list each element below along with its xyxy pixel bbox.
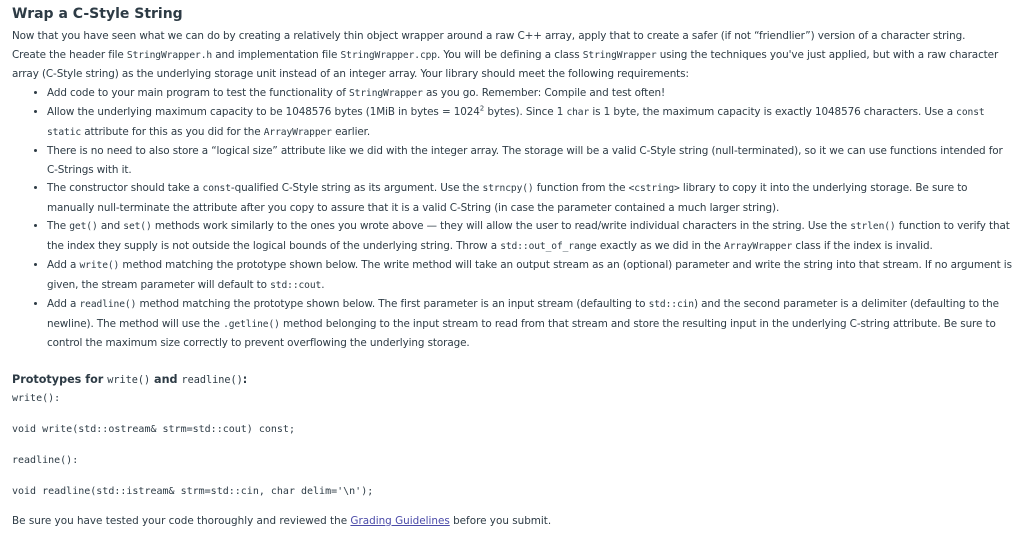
text: class if the index is invalid. (792, 239, 933, 252)
text: earlier. (331, 125, 371, 138)
text: and (150, 372, 182, 386)
text: bytes). Since 1 (484, 106, 567, 118)
write-signature: void write(std::ostream& strm=std::cout) const; (12, 423, 295, 435)
text: : (242, 372, 248, 386)
text: function to verify that the index they supply is not outside the logical bounds of the underlying string. Throw a (47, 220, 1010, 252)
list-item (47, 84, 1012, 104)
code: readline() (79, 299, 137, 310)
text: Be sure you have tested your code thoroughly and reviewed the (12, 514, 351, 527)
text: Create the header file (12, 48, 127, 61)
code: char (566, 107, 590, 118)
text: before you submit. (449, 514, 552, 527)
code: readline() (181, 374, 243, 386)
code: ArrayWrapper (263, 126, 332, 138)
text: is 1 byte, the maximum capacity is exactly 1048576 characters. Use a (589, 106, 957, 118)
code: strncpy() (482, 183, 534, 194)
code: std::cout (270, 279, 322, 291)
list-item (47, 103, 1012, 142)
code: write() (107, 374, 151, 386)
text: The (47, 220, 70, 232)
text: -qualified C-Style string as its argument. Use the (230, 182, 483, 194)
readline-label: readline(): (12, 454, 79, 466)
text: methods work similarly to the ones you wrote above — they will allow the user to read/write individual characters in the string. Use the (151, 220, 851, 232)
text: using the techniques you've just applied, but with a raw character array (C-Style string) as the underlying storage unit instead of an integer array. Your library should meet the following requirements: (12, 48, 999, 80)
code-header-file: StringWrapper.h (126, 49, 213, 61)
text: library to copy it into the underlying storage. Be sure to manually null-terminate the attribute after you copy to assure that it is a valid C-String (in case the parameter contained a much larger string). (47, 182, 968, 214)
code: get() (69, 221, 98, 232)
code: std::cin (648, 299, 694, 310)
grading-guidelines-link[interactable]: Grading Guidelines (350, 514, 450, 527)
text: Add code to your main program to test the functionality of (47, 86, 349, 99)
text: Add a (47, 259, 80, 271)
list-item (47, 142, 1012, 179)
closing-note (12, 512, 1012, 530)
text: as you go. Remember: Compile and test often! (422, 86, 666, 99)
readline-signature: void readline(std::istream& strm=std::cin, char delim='\n'); (12, 485, 374, 497)
superscript: 2 (479, 104, 485, 113)
code: ArrayWrapper (724, 240, 793, 252)
list-item (47, 179, 1012, 217)
code: set() (123, 221, 152, 232)
text: exactly as we did in the (596, 239, 725, 252)
text: method belonging to the input stream to read from that stream and store the resulting input in the underlying C-string attribute. Be sure to control the maximum size correctly to prevent overflowing the underlying storage. (47, 317, 996, 349)
text: ) and the second parameter is a delimiter (defaulting to the newline). The method will use the (47, 298, 999, 330)
intro-paragraph: Now that you have seen what we can do by creating a relatively thin object wrapper around a raw C++ array, apply that to create a safer (if not “friendlier”) version of a character string. (12, 30, 966, 42)
text: and (97, 220, 124, 232)
page-title: Wrap a C-Style String (12, 6, 183, 22)
code: const (202, 183, 231, 194)
requirements-paragraph (12, 46, 1012, 84)
write-label: write(): (12, 392, 61, 404)
text: Add a (47, 298, 80, 310)
list-item (47, 295, 1012, 353)
code: const static (47, 107, 985, 138)
text: . (321, 278, 325, 291)
text: Prototypes for (12, 372, 108, 386)
requirements-list (12, 84, 1012, 353)
text: The constructor should take a (47, 182, 203, 194)
text: There is no need to also store a “logical size” attribute like we did with the integer array. The storage will be a valid C-Style string (null-terminated), so it we can use functions intended for C-Strings with it. (47, 145, 1003, 176)
text: method matching the prototype shown below. The write method will take an output stream as an (optional) parameter and write the string into that stream. If no argument is given, the stream parameter will default to (47, 259, 1012, 291)
code: StringWrapper (348, 87, 423, 99)
prototypes-heading (12, 371, 1012, 390)
code-class-name: StringWrapper (582, 49, 657, 61)
code: std::out_of_range (500, 240, 597, 252)
text: function from the (533, 182, 629, 194)
code: write() (79, 260, 120, 271)
list-item (47, 256, 1012, 295)
code-impl-file: StringWrapper.cpp (340, 49, 437, 61)
text: and implementation file (212, 48, 341, 61)
code: <cstring> (628, 183, 680, 194)
code: strlen() (850, 221, 896, 232)
list-item (47, 217, 1012, 256)
text: Allow the underlying maximum capacity to be 1048576 bytes (1MiB in bytes = 1024 (47, 106, 480, 118)
text: attribute for this as you did for the (81, 125, 264, 138)
text: . You will be defining a class (436, 48, 583, 61)
code: .getline() (223, 318, 280, 330)
text: method matching the prototype shown below. The first parameter is an input stream (defaulting to (136, 298, 649, 310)
